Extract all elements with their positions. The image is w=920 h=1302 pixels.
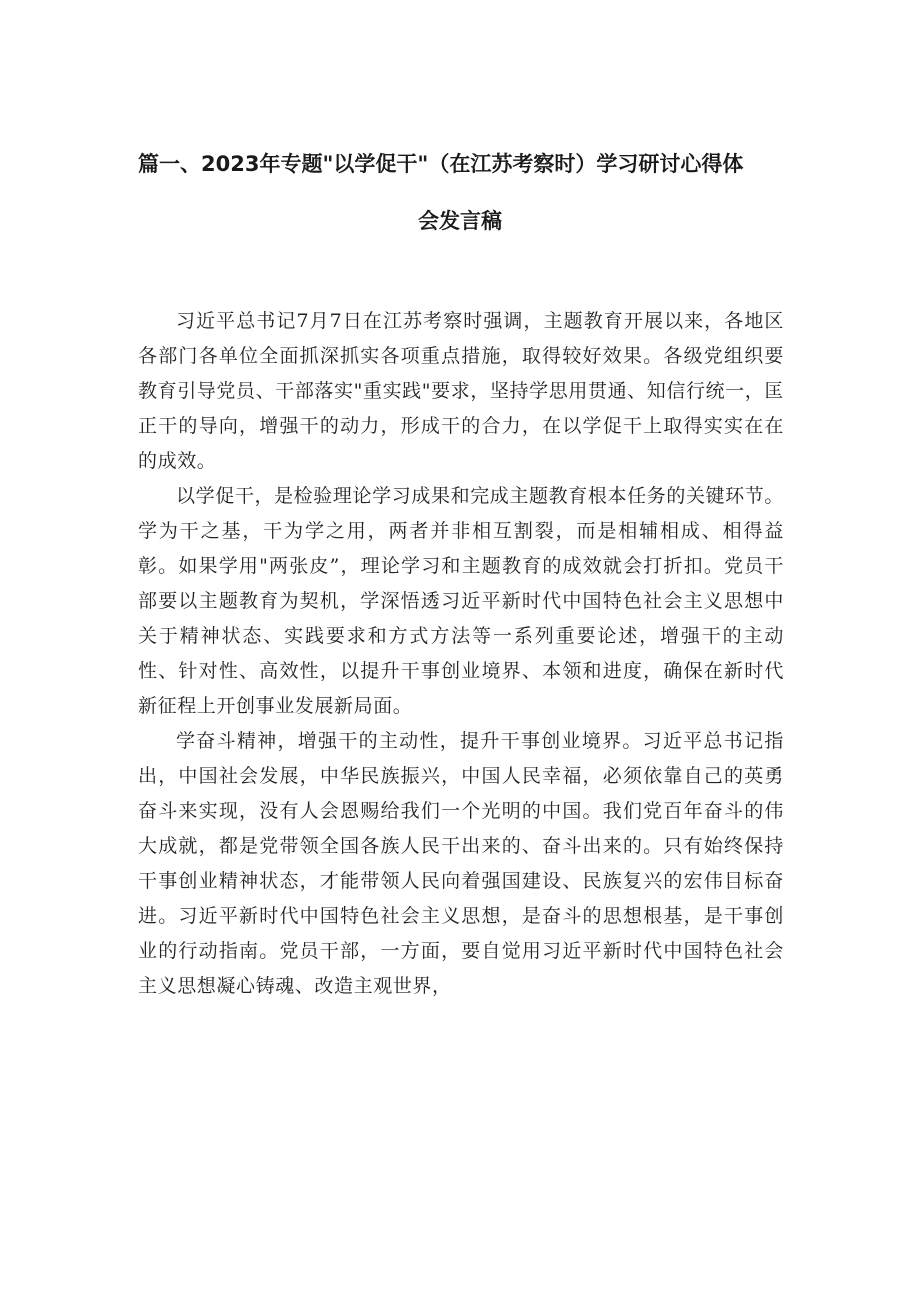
paragraph-1: 习近平总书记7月7日在江苏考察时强调，主题教育开展以来，各地区各部门各单位全面抓深抓实各项重点措施，取得较好效果。各级党组织要教育引导党员、干部落实"重实践"要求，坚持学思用贯通、知信行统一，匡正干的导向，增强干的动力，形成干的合力，在以学促干上取得实实在在的成效。 [138, 310, 784, 472]
paragraph-2: 以学促干，是检验理论学习成果和完成主题教育根本任务的关键环节。学为干之基，干为学之用，两者并非相互割裂，而是相辅相成、相得益彰。如果学用"两张皮”，理论学习和主题教育的成效就会打折扣。党员干部要以主题教育为契机，学深悟透习近平新时代中国特色社会主义思想中关于精神状态、实践要求和方式方法等一系列重要论述，增强干的主动性、针对性、高效性，以提升干事创业境界、本领和进度，确保在新时代新征程上开创事业发展新局面。 [138, 485, 784, 717]
document-body [138, 304, 784, 1004]
document-title-line-1: 篇一、2023年专题"以学促干"（在江苏考察时）学习研讨心得体 [138, 152, 744, 176]
document-title-line-2: 会发言稿 [418, 209, 502, 233]
paragraph-3: 学奋斗精神，增强干的主动性，提升干事创业境界。习近平总书记指出，中国社会发展，中华民族振兴，中国人民幸福，必须依靠自己的英勇奋斗来实现，没有人会恩赐给我们一个光明的中国。我们党百年奋斗的伟大成就，都是党带领全国各族人民干出来的、奋斗出来的。只有始终保持干事创业精神状态，才能带领人民向着强国建设、民族复兴的宏伟目标奋进。习近平新时代中国特色社会主义思想，是奋斗的思想根基，是干事创业的行动指南。党员干部，一方面，要自觉用习近平新时代中国特色社会主义思想凝心铸魂、改造主观世界， [138, 730, 784, 997]
